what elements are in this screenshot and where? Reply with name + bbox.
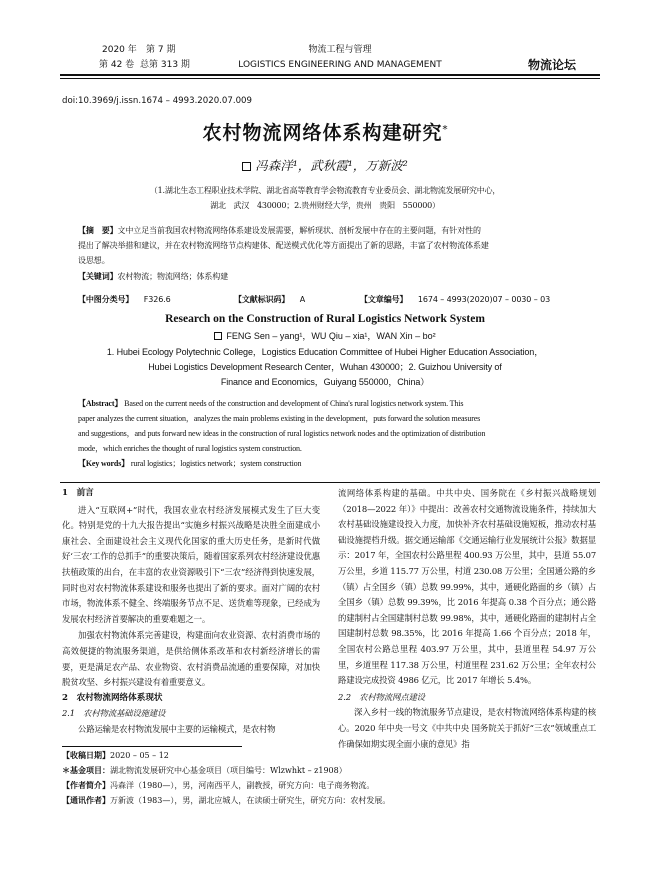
- right-column: [338, 486, 596, 752]
- header-issue: 第 7 期: [146, 45, 176, 55]
- title-cn-block: [100, 118, 550, 145]
- footnote-label: ＊基金项目：: [62, 765, 110, 775]
- abstract-en-line: Based on the current needs of the construction and development of China's rural logistics network system. This: [124, 399, 464, 408]
- body-paragraph: 进入“互联网+”时代，我国农业农村经济发展模式发生了巨大变化。特别是党的十九大报告提出“实施乡村振兴战略是决胜全面建成小康社会、全面建设社会主义现代化国家的重大历史任务，是新时代做好‘三农’工作的总抓手”的重要决策后，随着国家系列农村经济建设优惠扶植政策的出台，在丰富的农业资源吸引下“三农”经济得到快速发展，同时也对农村物流体系建设和服务也提出了新的要求。面对广阔的农村市场，物流体系不健全、终端服务节点不足、送货难等现象，已经成为发展农村经济首要解决的重要难题之一。: [62, 504, 320, 624]
- header-journal-en: LOGISTICS ENGINEERING AND MANAGEMENT: [238, 60, 442, 70]
- keywords-cn-label: 【关键词】: [78, 271, 118, 281]
- abstract-cn: [78, 223, 578, 284]
- affiliation-en: [70, 345, 580, 390]
- footnote-item: [62, 778, 602, 793]
- title-footnote-mark: *: [442, 124, 448, 136]
- footnote-text: 2020 – 05 – 12: [110, 751, 169, 760]
- subsection-heading: 2.1 农村物流基础设施建设: [62, 708, 166, 719]
- header-volume: 第 42 卷: [99, 60, 135, 70]
- subsection-heading: 2.2 农村物流网点建设: [338, 691, 425, 702]
- header-rule-thin: [60, 78, 600, 79]
- abstract-cn-line: 文中立足当前我国农村物流网络体系建设发展需要，解析现状、剖析发展中存在的主要问题，有针对性的: [117, 226, 481, 235]
- left-column: [62, 486, 320, 738]
- classification-row: [78, 292, 171, 307]
- abstract-en-line: paper analyzes the current situation，analyzes the main problems existing in the development，puts forward the solution measures: [78, 414, 481, 423]
- keywords-cn: 农村物流；物流网络；体系构建: [117, 272, 229, 281]
- footnote-item: [62, 793, 602, 808]
- header-journal-cn: 物流工程与管理: [308, 45, 372, 55]
- authors-cn: 冯森洋¹，武秋霞¹，万新波²: [255, 158, 408, 173]
- title-en: Research on the Construction of Rural Logistics Network System: [165, 313, 485, 325]
- affiliation-en-line: 1. Hubei Ecology Polytechnic College，Logistics Education Committee of Hubei Higher Education Association，: [106, 347, 544, 357]
- article-no-label: 【文章编号】: [360, 295, 408, 304]
- doc-code-value: A: [299, 295, 306, 304]
- author-box-icon: [242, 162, 251, 171]
- footnote-label: 【通讯作者】: [62, 795, 110, 805]
- doc-code-row: [234, 292, 305, 307]
- keywords-en-label: 【Key words】: [78, 459, 130, 468]
- footnote-item: [62, 748, 602, 763]
- affiliation-en-line: Hubei Logistics Development Research Center，Wuhan 430000；2. Guizhou University of: [148, 362, 502, 372]
- header-rule-thick: [60, 74, 600, 76]
- clc-label: 【中图分类号】: [78, 295, 134, 304]
- keywords-en: rural logistics；logistics network；system construction: [130, 459, 302, 468]
- header-total: 总第 313 期: [140, 60, 190, 70]
- authors-cn-block: [150, 156, 500, 174]
- article-no-value: 1674 – 4993(2020)07 – 0030 – 03: [417, 295, 551, 304]
- header-year: 2020 年: [102, 45, 137, 55]
- footnote-label: 【收稿日期】: [62, 750, 110, 760]
- article-no-row: [360, 292, 550, 307]
- affiliation-cn-line: （1.湖北生态工程职业技术学院、湖北省高等教育学会物流教育专业委员会、湖北物流发展研究中心，: [149, 186, 501, 195]
- abstract-cn-line: 提出了解决举措和建议，并在农村物流网络节点构建体、配送模式优化等方面提出了新的思路，丰富了农村物流体系建: [78, 241, 489, 250]
- abstract-cn-line: 设思想。: [78, 256, 110, 265]
- body-paragraph: 公路运输是农村物流发展中主要的运输模式，是农村物: [78, 723, 276, 734]
- header-column: 物流论坛: [528, 58, 577, 72]
- footnote-text: 万新波（1983—），男，湖北应城人，在读硕士研究生，研究方向：农村发展。: [110, 796, 391, 805]
- title-cn: 农村物流网络体系构建研究: [202, 122, 443, 144]
- doc-code-label: 【文献标识码】: [234, 295, 290, 304]
- abstract-en-line: and suggestions，and puts forward new ideas in the construction of rural logistics network nodes and the optimization of distribution: [78, 429, 486, 438]
- body-paragraph: 流网络体系构建的基础。中共中央、国务院在《乡村振兴战略规划（2018—2022 年）》中提出：改善农村交通物流设施条件，持续加大农村基础设施建设投入力度，加快补齐农村基础设施短板，推动农村基础设施提档升级。据交通运输部《交通运输行业发展统计公报》数据显示：2017 年，全国农村公路里程 400.93 万公里，其中，县道 55.07 万公里，乡道 115.77 万公里，村道 230.08 万公里；全国通公路的乡（镇）占全国乡（镇）总数 99.99%，其中，通硬化路面的乡（镇）占全国乡（镇）总数 99.39%，比 2016 年提高 0.38 个百分点；通公路的建制村占全国建制村总数 99.98%，其中，通硬化路面的建制村占全国建制村总数 98.35%，比 2016 年提高 1.66 个百分点；2018 年，全国农村公路总里程 403.97 万公里，其中，县道里程 54.97 万公里，乡道里程 117.38 万公里，村道里程 231.62 万公里；全年农村公路建设完成投资 4986 亿元，比 2017 年增长 5.4%。: [338, 488, 596, 686]
- affiliation-cn: [80, 183, 570, 213]
- clc-value: F326.6: [143, 295, 171, 304]
- section-heading: 1 前言: [62, 488, 94, 498]
- section-heading: 2 农村物流网络体系现状: [62, 692, 163, 703]
- abstract-en: [78, 396, 578, 471]
- abstract-en-line: mode，which enriches the thought of rural logistics system construction.: [78, 444, 302, 453]
- footnotes: [62, 748, 602, 808]
- affiliation-cn-line: 湖北 武汉 430000；2.贵州财经大学，贵州 贵阳 550000）: [210, 201, 440, 210]
- footnote-item: [62, 763, 602, 778]
- abstract-cn-label: 【摘 要】: [78, 225, 118, 235]
- footnote-text: 湖北物流发展研究中心基金项目（项目编号：Wlzwhkt – z1908）: [110, 766, 347, 775]
- body-paragraph: 加强农村物流体系完善建设，构建面向农业资源、农村消费市场的高效便捷的物流服务渠道，是供给侧体系改革和农村新经济增长的需要，更是满足农产品、农业物资、农村消费品流通的重要保障，对加快脱贫攻坚、乡村振兴建设有着重要意义。: [62, 630, 320, 688]
- footnote-label: 【作者简介】: [62, 780, 110, 790]
- doi: doi:10.3969/j.issn.1674 – 4993.2020.07.009: [62, 96, 252, 106]
- body-paragraph: 深入乡村一线的物流服务节点建设，是农村物流网络体系构建的核心。2020 年中央一号文《中共中央 国务院关于抓好“三农”领域重点工作确保如期实现全面小康的意见》指: [338, 707, 596, 749]
- authors-en-block: [150, 329, 500, 342]
- author-box-icon: [214, 332, 222, 340]
- affiliation-en-line: Finance and Economics，Guiyang 550000，China）: [220, 377, 430, 387]
- footnote-text: 冯森洋（1980—），男，河南西平人，副教授，研究方向：电子商务物流。: [110, 781, 375, 790]
- footnote-rule: [62, 746, 242, 747]
- abstract-en-label: 【Abstract】: [78, 399, 123, 408]
- abstract-divider: [60, 482, 600, 483]
- authors-en: FENG Sen – yang¹，WU Qiu – xia¹，WAN Xin – bo²: [226, 331, 436, 341]
